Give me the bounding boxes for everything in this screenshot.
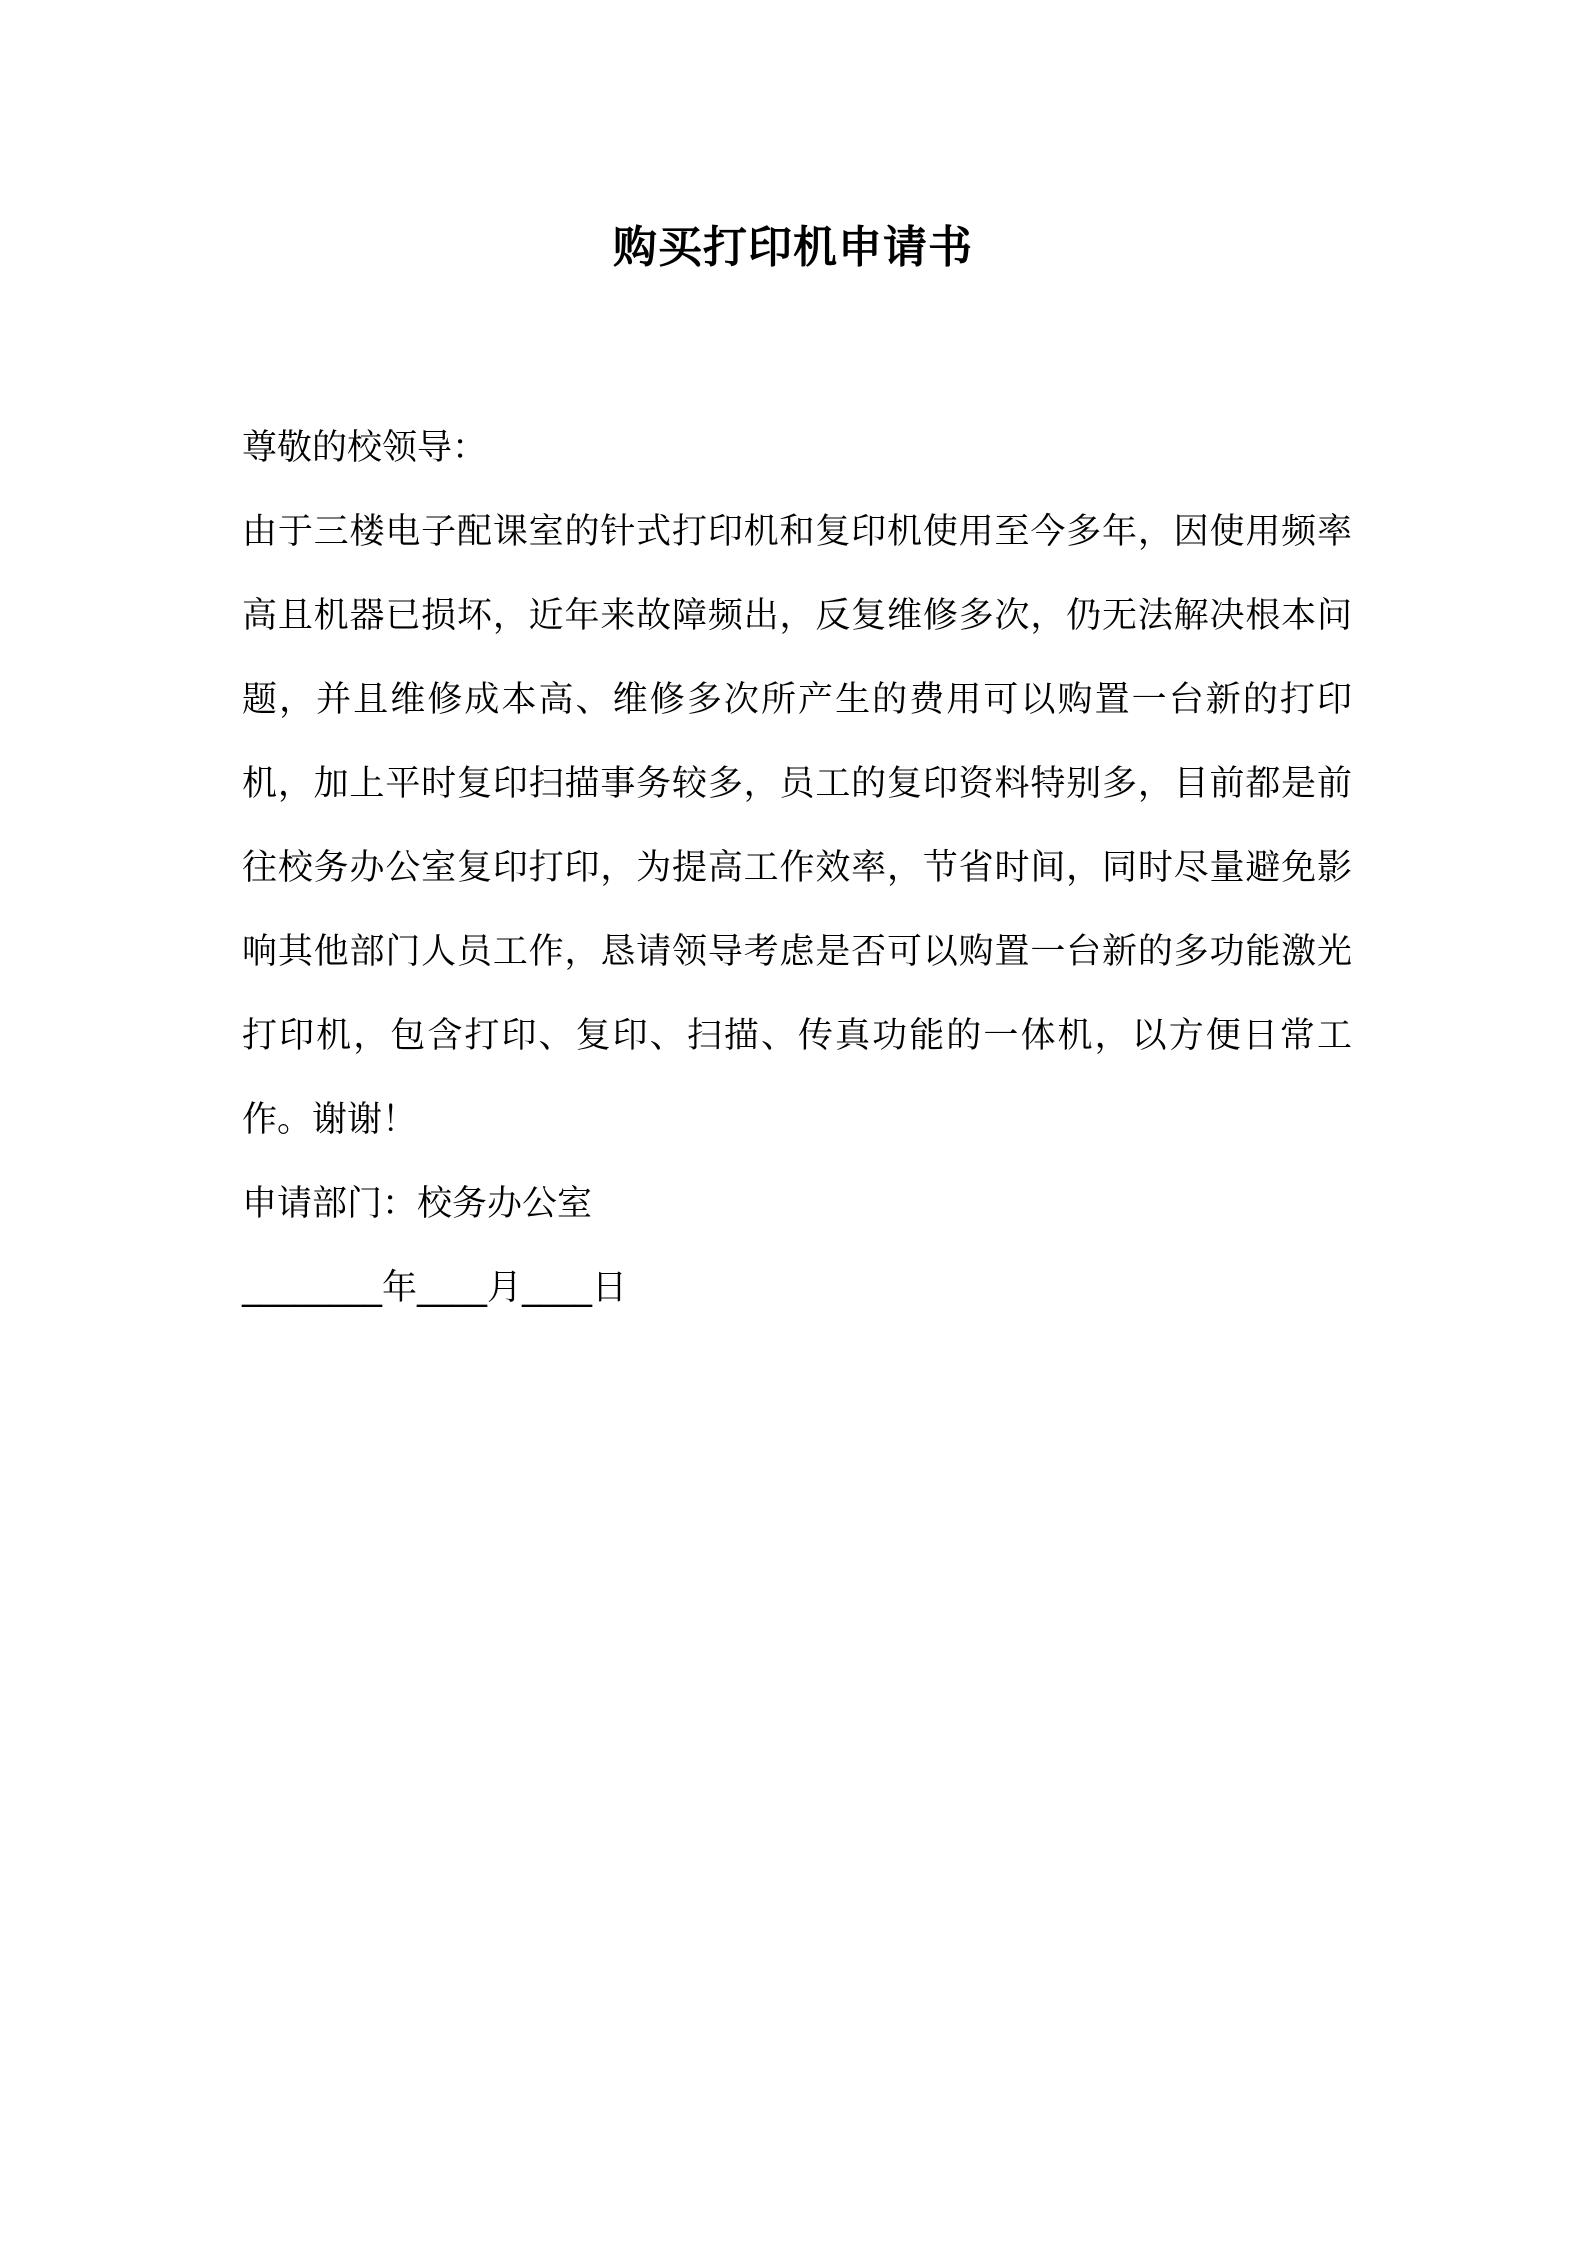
date-line: ________年____月____日: [242, 1268, 628, 1308]
department-line: 申请部门：校务办公室: [242, 1184, 593, 1224]
document-content: [242, 406, 1352, 1330]
salutation: 尊敬的校领导：: [242, 428, 488, 468]
body-paragraph: 由于三楼电子配课室的针式打印机和复印机使用至今多年，因使用频率高且机器已损坏，近年来故障频出，反复维修多次，仍无法解决根本问题，并且维修成本高、维修多次所产生的费用可以购置一台新的打印机，加上平时复印扫描事务较多，员工的复印资料特别多，目前都是前往校务办公室复印打印，为提高工作效率，节省时间，同时尽量避免影响其他部门人员工作，恳请领导考虑是否可以购置一台新的多功能激光打印机，包含打印、复印、扫描、传真功能的一体机，以方便日常工作。谢谢！: [242, 512, 1352, 1140]
document-title: 购买打印机申请书: [613, 222, 973, 273]
